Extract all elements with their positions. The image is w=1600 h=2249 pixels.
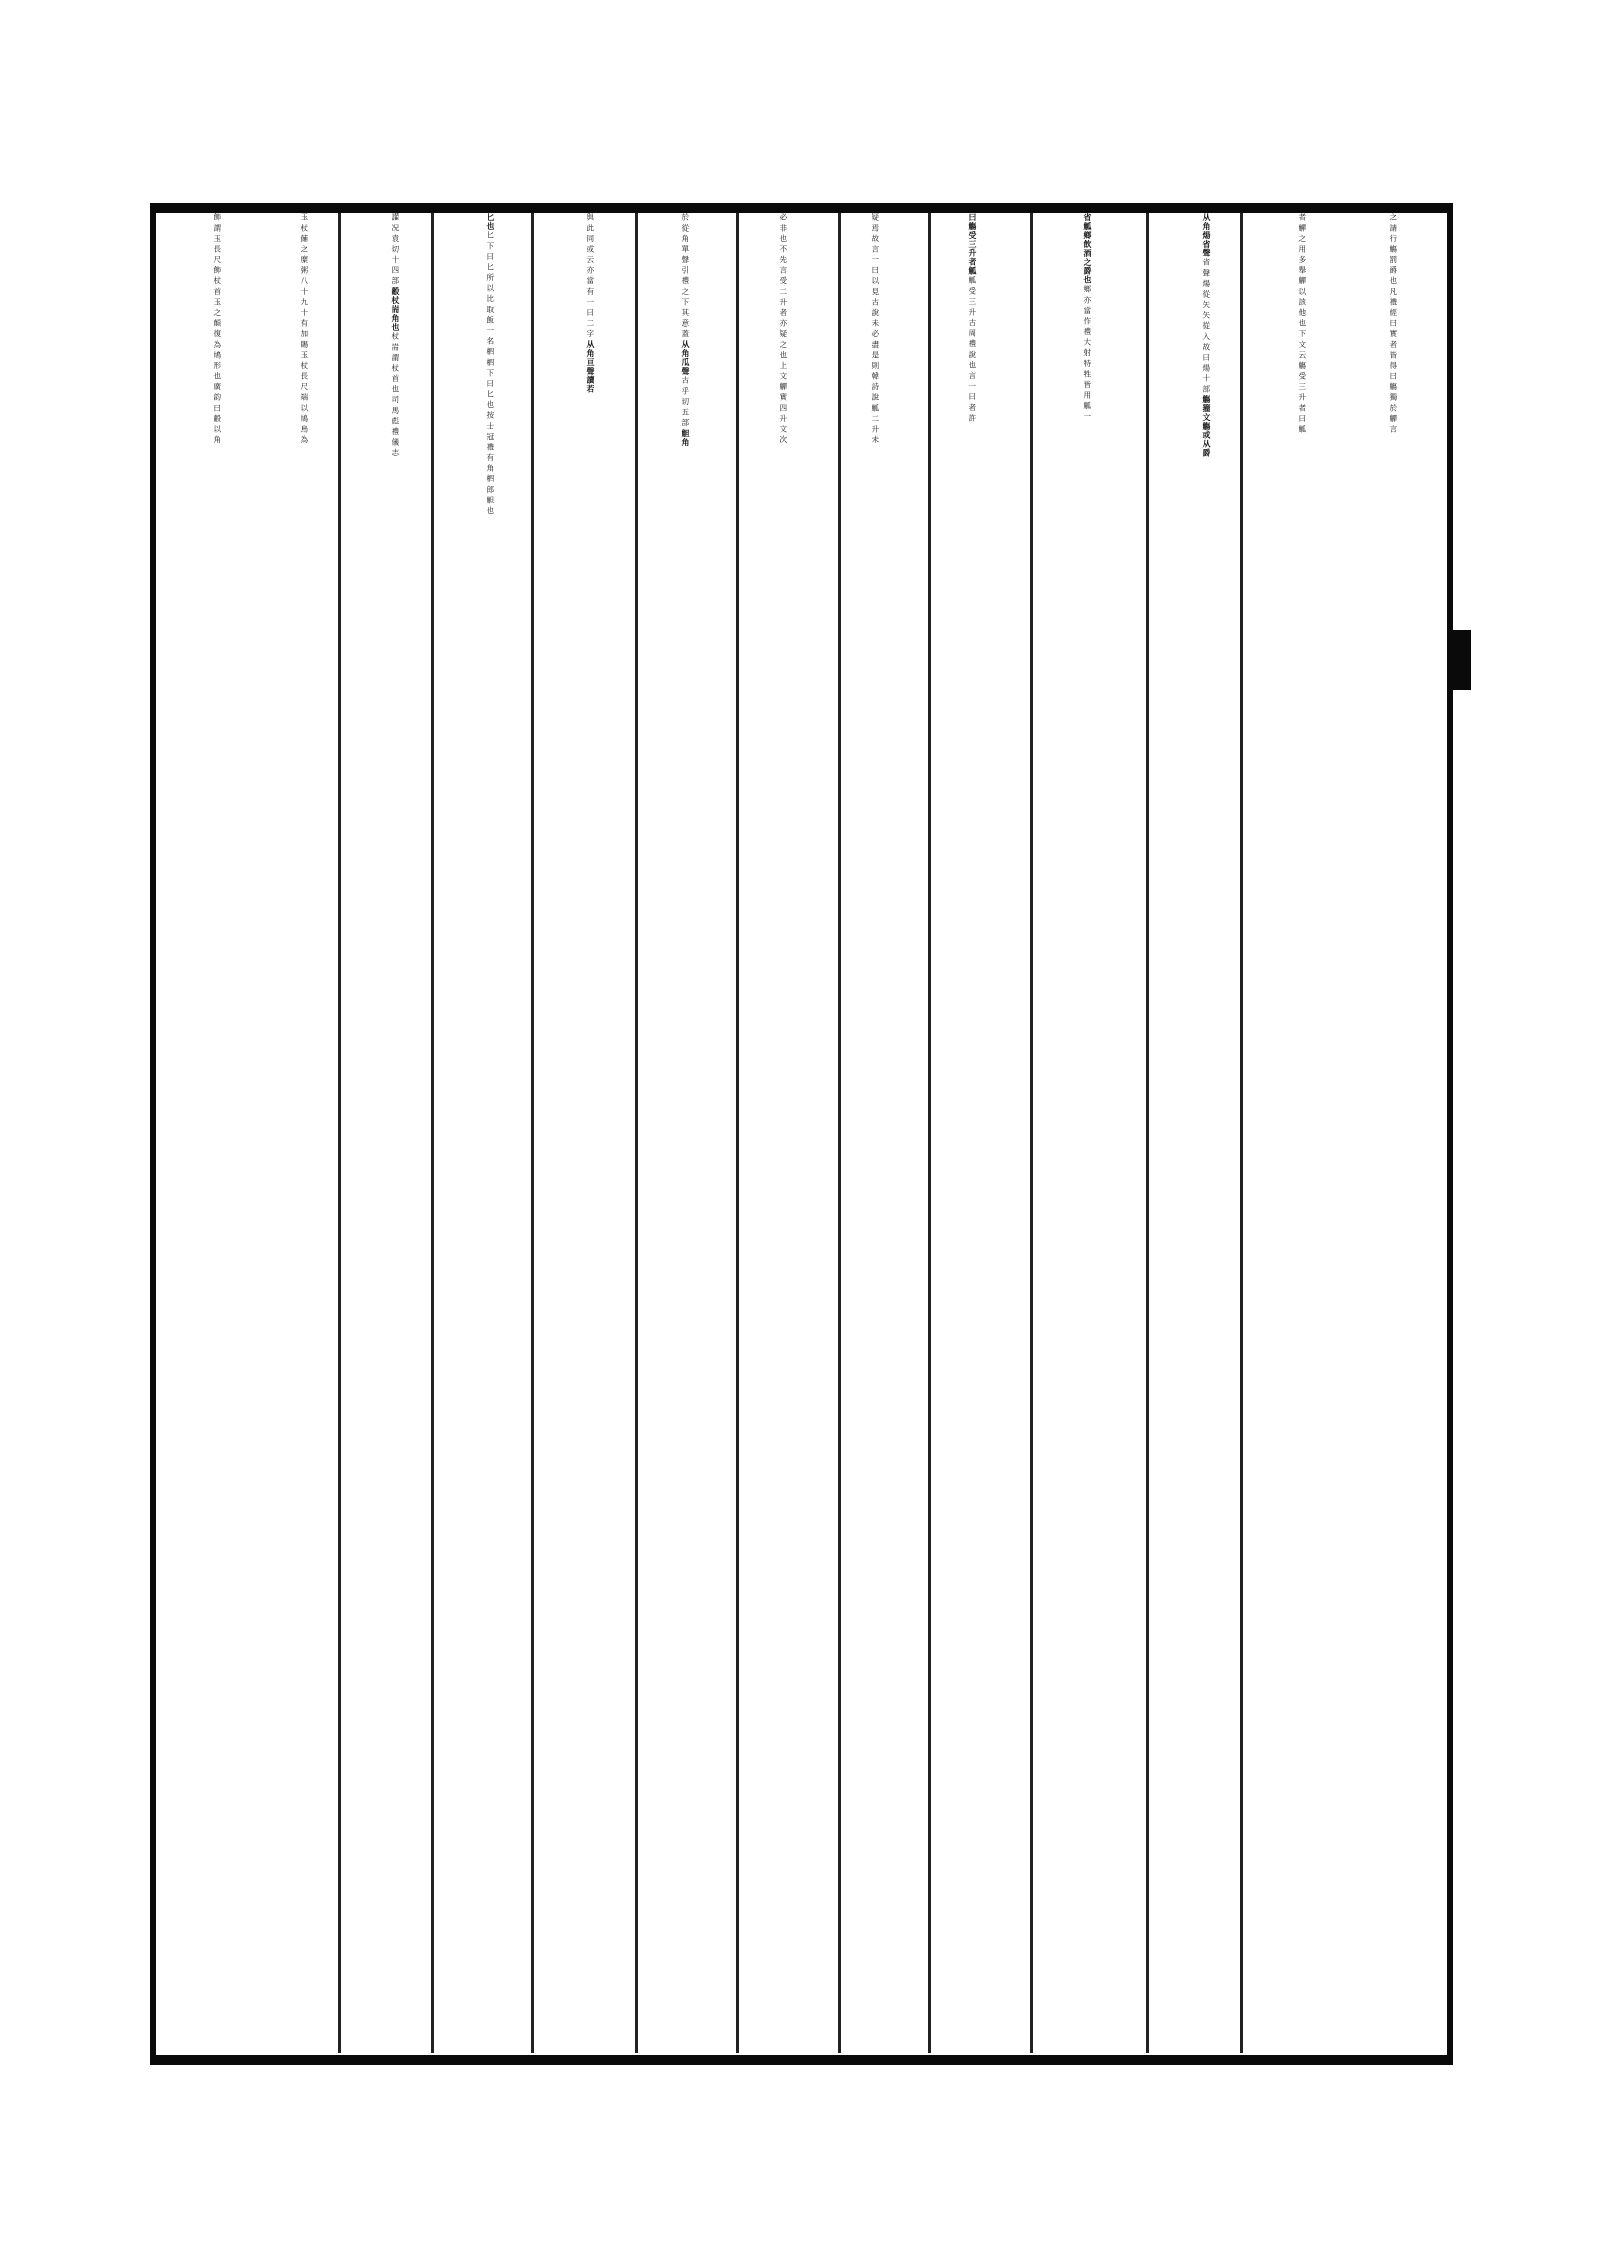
headword-text: 从角煬省聲 — [1201, 213, 1211, 258]
headword-text: 从角瓜聲 — [680, 340, 690, 376]
commentary-text: 省聲煬從矢矢從入故曰煬 — [1201, 257, 1211, 375]
commentary-text: 古乎切五部 — [680, 375, 690, 429]
text-segment: 者觶之用多舉觶以該他也下文云觴受三升者曰觚 — [1297, 213, 1307, 436]
commentary-text: 杖耑謂杖首也司馬彪禮儀志 — [390, 331, 400, 459]
commentary-text: 匕下曰匕所以比取飯一名柶柶下曰匕也按士冠禮有角柶郎觛也 — [485, 230, 495, 517]
seal-script-character: 觳 — [390, 287, 400, 297]
text-column-13 — [158, 213, 276, 2053]
headword-text: 省 — [1082, 213, 1092, 222]
text-column-4 — [1028, 213, 1146, 2053]
commentary-text: 與此同或云亦當有一曰二字 — [585, 213, 595, 341]
headword-text: 觴籒文觴或从爵 — [1201, 395, 1211, 458]
headword-text: 觛角 — [680, 428, 690, 447]
commentary-text: 觚受三升古周禮說也言一曰者許 — [967, 275, 977, 424]
commentary-text: 於從角單聲引禮之下其意蓋 — [680, 213, 690, 341]
text-column-3 — [1147, 213, 1265, 2053]
commentary-text: 玉杖餔之糜粥八十九十有加賜玉杖長尺端以鳩鳥為 — [299, 213, 309, 446]
headword-text: 从角亘聲讀若 — [585, 340, 595, 394]
headword-text: 匕也 — [485, 213, 495, 231]
commentary-text: 飾謂玉長尺飾杖首玉之顛復為鳩形也廣韵曰觳以角 — [212, 213, 222, 446]
commentary-text: 讙况袁切十四部 — [390, 213, 400, 288]
headword-text: 杖耑角也 — [390, 296, 400, 332]
seal-script-character: 觚 — [1082, 221, 1092, 231]
commentary-text: 疑焉故言一曰以見古說未必盡是則韓詩說觚二升未 — [870, 213, 880, 446]
headword-text: 鄉飲酒之爵也 — [1082, 230, 1092, 285]
commentary-text: 十部 — [1201, 374, 1211, 396]
commentary-text: 鄉亦當作禮大射特牲皆用觚一 — [1082, 284, 1092, 423]
text-segment: 之請行觴罰爵也凡禮經曰實者皆得曰觴獨於觶言 — [1388, 213, 1398, 436]
headword-text: 曰觴受三升者觚 — [967, 213, 977, 276]
commentary-text: 必非也不先言受二升者亦疑之也上文觶實四升文次 — [778, 213, 788, 446]
